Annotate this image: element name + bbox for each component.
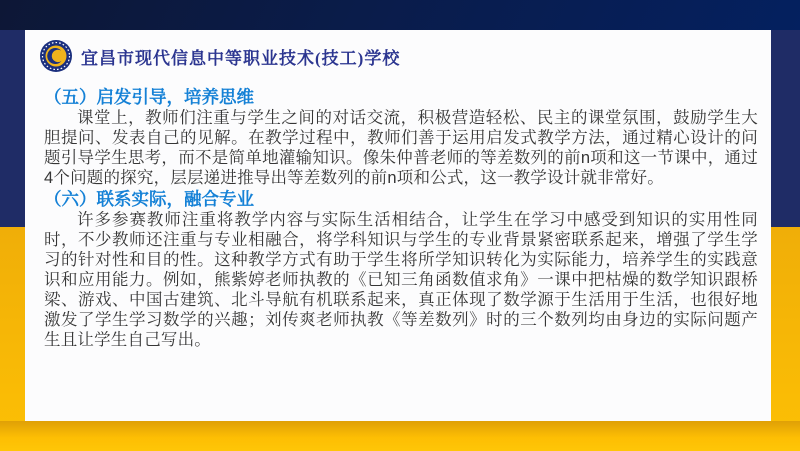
top-navy-band — [0, 0, 800, 30]
yellow-frame-bottom — [0, 421, 800, 451]
section-6-body: 许多参赛教师注重将教学内容与实际生活相结合，让学生在学习中感受到知识的实用性同时，不少教师还注重与专业相融合，将学科知识与学生的专业背景紧密联系起来，增强了学生学习的针对性和目的性。这种教学方式有助于学生将所学知识转化为实际能力，培养学生的实践意识和应用能力。例如，熊紫婷老师执教的《已知三角函数值求角》一课中把枯燥的数学知识跟桥梁、游戏、中国古建筑、北斗导航有机联系起来，真正体现了数学源于生活用于生活，也很好地激发了学生学习数学的兴趣；刘传爽老师执教《等差数列》时的三个数列均由身边的实际问题产生且让学生自己写出。 — [44, 211, 758, 349]
section-5-body: 课堂上，教师们注重与学生之间的对话交流，积极营造轻松、民主的课堂氛围，鼓励学生大胆提问、发表自己的见解。在教学过程中，教师们善于运用启发式教学方法，通过精心设计的问题引导学生思考，而不是简单地灌输知识。像朱仲普老师的等差数列的前n项和这一节课中，通过4个问题的探究，层层递进推导出等差数列的前n项和公式，这一教学设计就非常好。 — [44, 109, 758, 187]
school-header — [39, 39, 400, 73]
yellow-frame-right — [771, 227, 800, 451]
slide-content-panel — [25, 30, 771, 421]
section-5-heading: （五）启发引导，培养思维 — [44, 87, 254, 107]
school-logo-icon — [39, 39, 73, 73]
yellow-frame-left — [0, 227, 25, 451]
school-name: 宜昌市现代信息中等职业技术(技工)学校 — [81, 48, 401, 68]
section-6-heading: （六）联系实际，融合专业 — [44, 189, 254, 209]
slide-body — [44, 86, 758, 350]
